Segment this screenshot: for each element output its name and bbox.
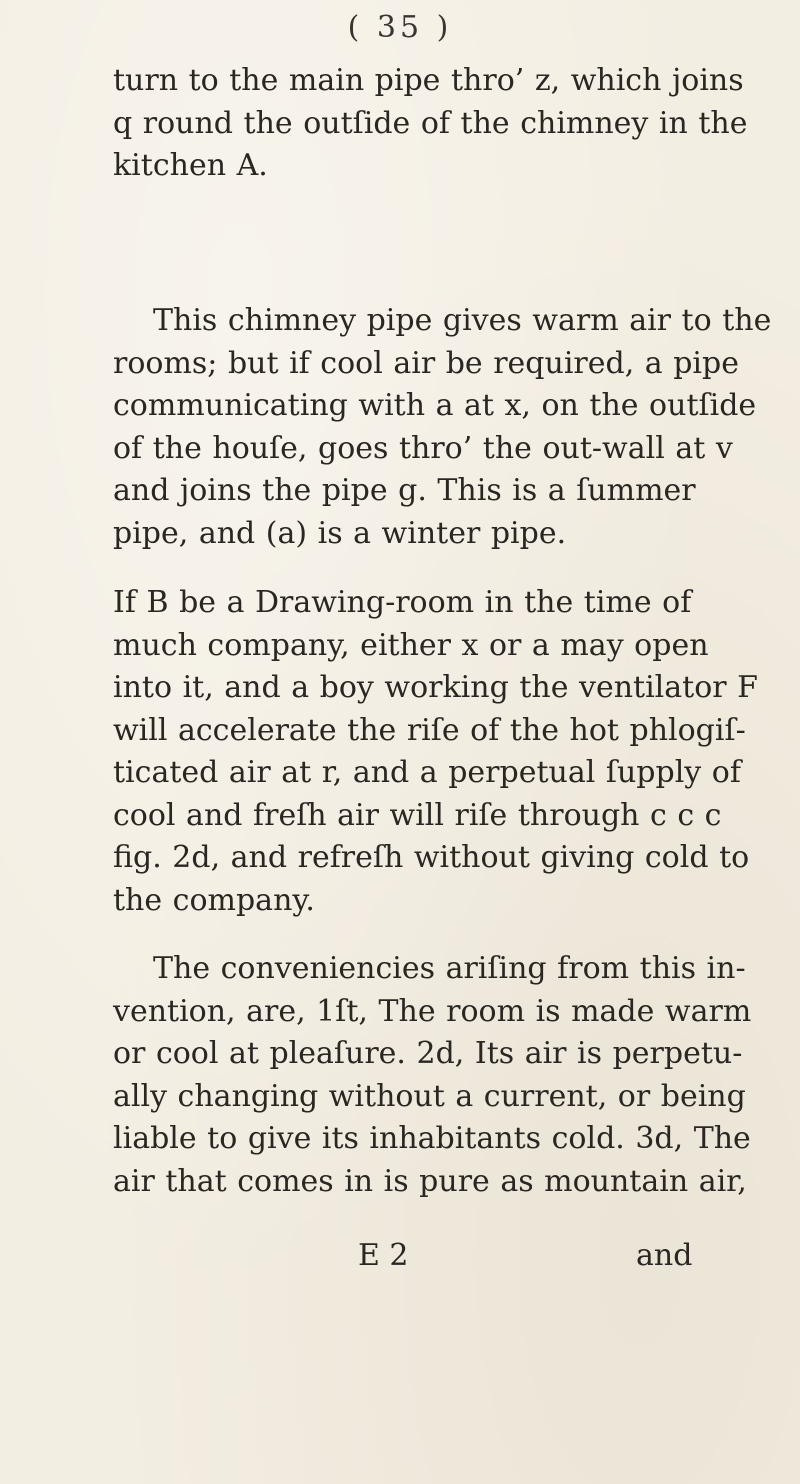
page-number: ( 35 ) [347,10,453,45]
text-line: air that comes in is pure as mountain air, [113,1163,747,1199]
paragraph-conveniencies [113,948,752,1203]
catchword: and [636,1238,693,1273]
text-line: communicating with a at x, on the outſide [113,388,757,423]
text-line: ally changing without a current, or being [113,1078,746,1114]
text-line: If B be a Drawing-room in the time of [113,585,692,620]
text-line: This chimney pipe gives warm air to the [153,303,772,338]
text-line: will accelerate the riſe of the hot phlogiſ- [113,712,746,748]
text-line: q round the outſide of the chimney in the [113,105,748,141]
paragraph-drawing-room [113,582,758,922]
paragraph-continuation [113,60,748,188]
text-line: kitchen A. [113,148,268,183]
text-line: liable to give its inhabitants cold. 3d, The [113,1121,751,1156]
text-line: of the houſe, goes thro’ the out-wall at v [113,430,733,466]
text-line: and joins the pipe g. This is a ſummer [113,473,696,508]
text-line: The conveniencies ariſing from this in- [153,951,746,986]
text-line: pipe, and (a) is a winter pipe. [113,515,567,551]
text-line: or cool at pleaſure. 2d, Its air is perpetu- [113,1036,743,1071]
text-line: much company, either x or a may open [113,627,709,663]
signature-mark: E 2 [358,1238,409,1273]
text-line: ticated air at r, and a perpetual ſupply of [113,755,741,790]
text-line: cool and freſh air will riſe through c c c [113,797,722,833]
text-line: into it, and a boy working the ventilator F [113,670,758,705]
text-line: fig. 2d, and refreſh without giving cold to [113,840,750,875]
text-line: the company. [113,882,315,918]
paragraph-chimney-pipe [113,300,772,555]
text-line: vention, are, 1ſt, The room is made warm [113,993,752,1029]
text-line: turn to the main pipe thro’ z, which joins [113,63,744,98]
text-line: rooms; but if cool air be required, a pipe [113,345,739,381]
